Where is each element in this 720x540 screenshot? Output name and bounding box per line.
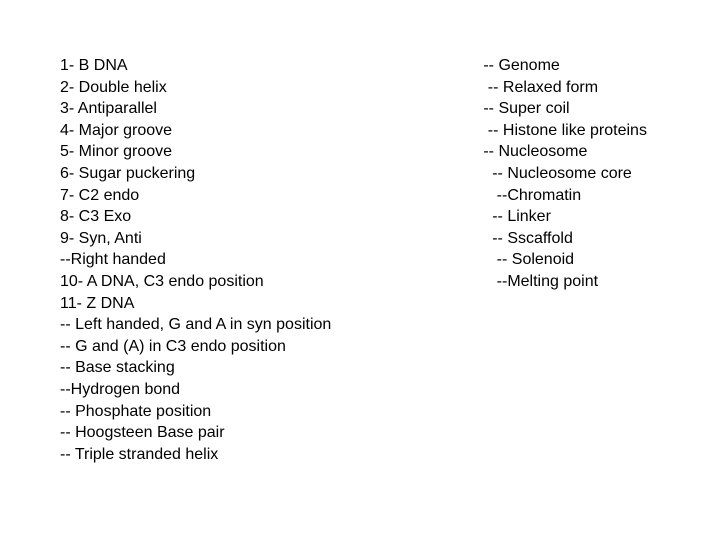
- list-item: -- Solenoid: [470, 251, 575, 269]
- list-item: 11- Z DNA: [60, 294, 135, 312]
- list-item: -- Triple stranded helix: [60, 445, 219, 463]
- list-item: 8- C3 Exo: [60, 208, 132, 226]
- list-item: -- Linker: [470, 208, 551, 226]
- list-item: -- Relaxed form: [470, 78, 599, 96]
- list-item: 2- Double helix: [60, 78, 167, 96]
- list-item: 6- Sugar puckering: [60, 164, 196, 182]
- list-item: 5- Minor groove: [60, 143, 173, 161]
- right-topic-list: [470, 55, 647, 293]
- list-item: --Chromatin: [470, 186, 582, 204]
- list-item: 10- A DNA, C3 endo position: [60, 272, 264, 290]
- list-item: -- Hoogsteen Base pair: [60, 424, 225, 442]
- list-item: --Melting point: [470, 272, 599, 290]
- list-item: 7- C2 endo: [60, 186, 140, 204]
- list-item: 4- Major groove: [60, 121, 173, 139]
- list-item: -- Super coil: [470, 100, 570, 118]
- list-item: 1- B DNA: [60, 57, 128, 74]
- list-item: -- Base stacking: [60, 359, 175, 377]
- list-item: --Right handed: [60, 251, 166, 269]
- list-item: 9- Syn, Anti: [60, 229, 142, 247]
- list-item: -- G and (A) in C3 endo position: [60, 337, 286, 355]
- list-item: -- Histone like proteins: [470, 121, 647, 139]
- list-item: -- Left handed, G and A in syn position: [60, 316, 332, 334]
- list-item: --Hydrogen bond: [60, 380, 181, 398]
- list-item: -- Sscaffold: [470, 229, 573, 247]
- list-item: -- Genome: [470, 57, 560, 74]
- list-item: -- Nucleosome: [470, 143, 588, 161]
- list-item: -- Nucleosome core: [470, 164, 632, 182]
- left-topic-list: [60, 55, 331, 465]
- list-item: -- Phosphate position: [60, 402, 212, 420]
- list-item: 3- Antiparallel: [60, 100, 157, 118]
